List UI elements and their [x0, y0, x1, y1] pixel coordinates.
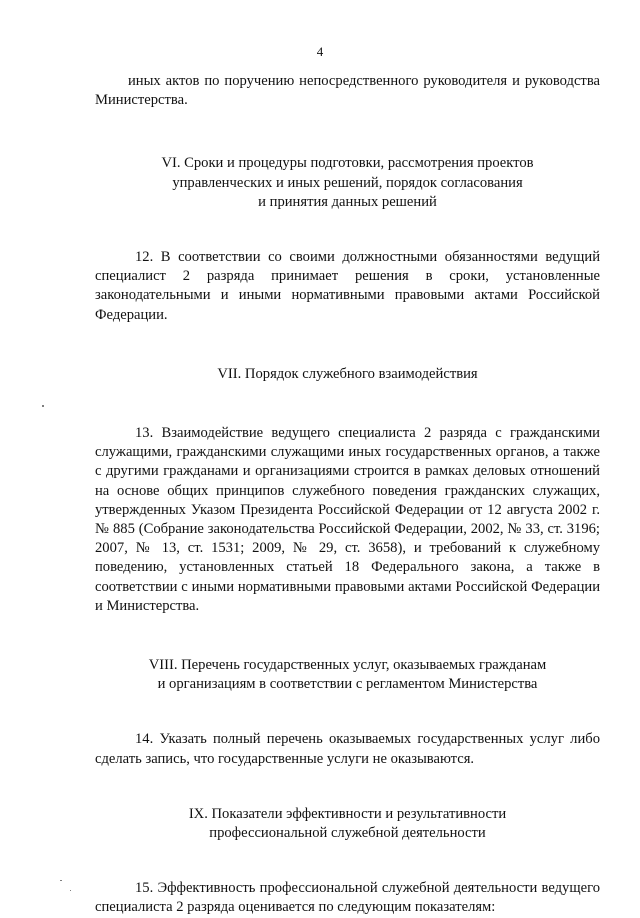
section-7-heading	[95, 365, 600, 384]
section-8-heading	[95, 656, 600, 694]
section-6-heading-line-2: управленческих и иных решений, порядок согласования	[172, 174, 523, 191]
section-8-heading-line-1: VIII. Перечень государственных услуг, оказываемых гражданам	[148, 657, 547, 674]
paragraph-12: 12. В соответствии со своими должностными обязанностями ведущий специалист 2 разряда принимает решения в сроки, установленные законодательными и иными нормативными правовыми актами Российской Федерации.	[95, 249, 600, 323]
section-6-heading-line-1: VI. Сроки и процедуры подготовки, рассмотрения проектов	[161, 155, 534, 172]
section-6-heading	[95, 154, 600, 212]
section-8-heading-line-2: и организациям в соответствии с регламентом Министерства	[157, 676, 538, 693]
document-body	[95, 72, 600, 918]
page-number: 4	[316, 44, 324, 59]
section-9-heading-line-1: IX. Показатели эффективности и результативности	[188, 805, 507, 822]
section-7-heading-line-1: VII. Порядок служебного взаимодействия	[217, 365, 478, 382]
section-6-heading-line-3: и принятия данных решений	[258, 193, 437, 210]
section-9-heading-line-2: профессиональной служебной деятельности	[209, 825, 486, 842]
paragraph-14: 14. Указать полный перечень оказываемых государственных услуг либо сделать запись, что государственные услуги не оказываются.	[95, 731, 600, 767]
paragraph-13: 13. Взаимодействие ведущего специалиста 2 разряда с гражданскими служащими, гражданскими служащими иных государственных органов, а также с другими гражданами и организациями строится в рамках деловых отношений на основе общих принципов служебного поведения гражданских служащих, утвержденных Указом Президента Российской Федерации от 12 августа 2002 г. № 885 (Собрание законодательства Российской Федерации, 2002, № 33, ст. 3196; 2007, № 13, ст. 1531; 2009, № 29, ст. 3658), и требований к служебному поведению, установленных статьей 18 Федерального закона, а также в соответствии с иными нормативными правовыми актами Российской Федерации и Министерства.	[95, 425, 600, 614]
scan-speck	[42, 405, 44, 407]
paragraph-15: 15. Эффективность профессиональной служебной деятельности ведущего специалиста 2 разряда оценивается по следующим показателям:	[95, 880, 600, 916]
section-9-heading	[95, 805, 600, 843]
intro-fragment-paragraph: иных актов по поручению непосредственного руководителя и руководства Министерства.	[95, 73, 600, 109]
scan-speck	[70, 890, 71, 891]
scan-speck	[60, 880, 62, 881]
